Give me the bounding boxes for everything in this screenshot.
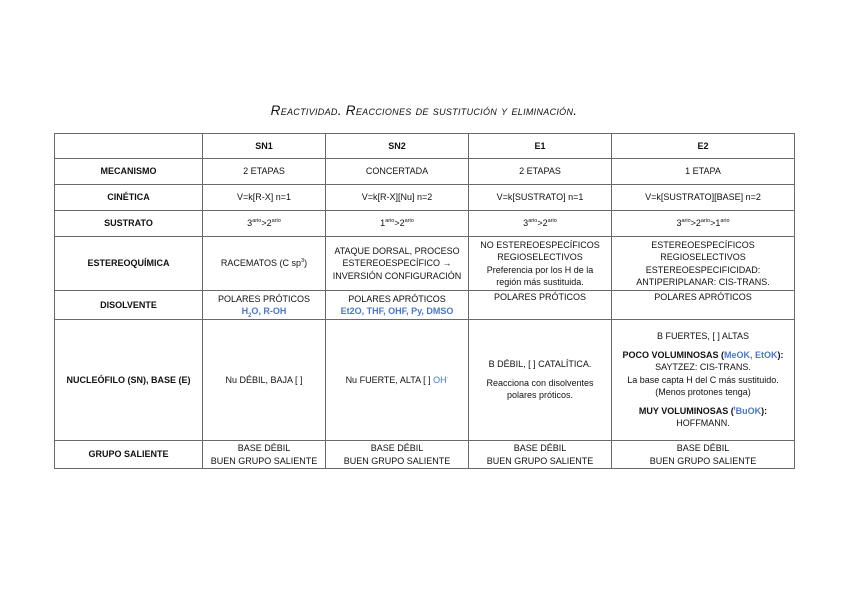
sustrato-sn1: $3^{ario}>2^{ario}$ bbox=[203, 211, 326, 237]
disolvente-e1: POLARES PRÓTICOS bbox=[469, 291, 612, 320]
sustrato-sn2: $1^{ario}>2^{ario}$ bbox=[326, 211, 469, 237]
sustrato-e1: $3^{ario}>2^{ario}$ bbox=[469, 211, 612, 237]
mecanismo-sn1: 2 ETAPAS bbox=[203, 159, 326, 185]
row-estereoquimica bbox=[55, 237, 795, 291]
row-cinetica bbox=[55, 185, 795, 211]
cinetica-sn2: V=k[R-X][Nu] n=2 bbox=[326, 185, 469, 211]
cinetica-e2: V=k[SUSTRATO][BASE] n=2 bbox=[612, 185, 795, 211]
row-disolvente bbox=[55, 291, 795, 320]
row-label-mecanismo: MECANISMO bbox=[55, 159, 203, 185]
grupo-saliente-sn1: BASE DÉBIL BUEN GRUPO SALIENTE bbox=[203, 441, 326, 469]
row-label-cinetica: CINÉTICA bbox=[55, 185, 203, 211]
row-label-disolvente: DISOLVENTE bbox=[55, 291, 203, 320]
reaction-comparison-table bbox=[54, 133, 795, 469]
row-label-grupo-saliente: GRUPO SALIENTE bbox=[55, 441, 203, 469]
col-header-e1: E1 bbox=[469, 134, 612, 159]
col-header-sn1: SN1 bbox=[203, 134, 326, 159]
table-header-row bbox=[55, 134, 795, 159]
row-nucleofilo bbox=[55, 320, 795, 441]
estereoquimica-e1: NO ESTEREOESPECÍFICOS REGIOSELECTIVOS Preferencia por los H de la región más sustituida. bbox=[469, 237, 612, 291]
row-grupo-saliente bbox=[55, 441, 795, 469]
mecanismo-e1: 2 ETAPAS bbox=[469, 159, 612, 185]
mecanismo-e2: 1 ETAPA bbox=[612, 159, 795, 185]
col-header-e2: E2 bbox=[612, 134, 795, 159]
estereoquimica-sn1: RACEMATOS (C $sp^3$) bbox=[203, 237, 326, 291]
mecanismo-sn2: CONCERTADA bbox=[326, 159, 469, 185]
sustrato-e2: $3^{ario}>2^{ario}>1^{ario}$ bbox=[612, 211, 795, 237]
estereoquimica-sn2: ATAQUE DORSAL, PROCESO ESTEREOESPECÍFICO → INVERSIÓN CONFIGURACIÓN bbox=[326, 237, 469, 291]
cinetica-e1: V=k[SUSTRATO] n=1 bbox=[469, 185, 612, 211]
row-label-estereoquimica: ESTEREOQUÍMICA bbox=[55, 237, 203, 291]
grupo-saliente-e2: BASE DÉBIL BUEN GRUPO SALIENTE bbox=[612, 441, 795, 469]
nucleofilo-sn2: Nu FUERTE, ALTA [ ] OH- bbox=[326, 320, 469, 441]
page-title: Reactividad. Reacciones de sustitución y eliminación. bbox=[270, 103, 578, 118]
row-label-nucleofilo: NUCLEÓFILO (SN), BASE (E) bbox=[55, 320, 203, 441]
disolvente-sn1: POLARES PRÓTICOS $H_2O$, R-OH bbox=[203, 291, 326, 320]
disolvente-sn2: POLARES APRÓTICOS Et2O, THF, OHF, Py, DMSO bbox=[326, 291, 469, 320]
cinetica-sn1: V=k[R-X] n=1 bbox=[203, 185, 326, 211]
nucleofilo-e2: B FUERTES, [ ] ALTAS POCO VOLUMINOSAS (MeOK, EtOK): SAYTZEZ: CIS-TRANS. La base capta H del C más sustituido. (Menos protones tenga) MUY VOLUMINOSAS ($^t$BuOK): HOFFMANN. bbox=[612, 320, 795, 441]
grupo-saliente-sn2: BASE DÉBIL BUEN GRUPO SALIENTE bbox=[326, 441, 469, 469]
grupo-saliente-e1: BASE DÉBIL BUEN GRUPO SALIENTE bbox=[469, 441, 612, 469]
disolvente-e2: POLARES APRÓTICOS bbox=[612, 291, 795, 320]
nucleofilo-sn1: Nu DÉBIL, BAJA [ ] bbox=[203, 320, 326, 441]
col-header-sn2: SN2 bbox=[326, 134, 469, 159]
nucleofilo-e1: B DÉBIL, [ ] CATALÍTICA. Reacciona con disolventes polares próticos. bbox=[469, 320, 612, 441]
row-label-sustrato: SUSTRATO bbox=[55, 211, 203, 237]
estereoquimica-e2: ESTEREOESPECÍFICOS REGIOSELECTIVOS ESTEREOESPECIFICIDAD: ANTIPERIPLANAR: CIS-TRANS. bbox=[612, 237, 795, 291]
row-sustrato bbox=[55, 211, 795, 237]
row-mecanismo bbox=[55, 159, 795, 185]
corner-cell bbox=[55, 134, 203, 159]
